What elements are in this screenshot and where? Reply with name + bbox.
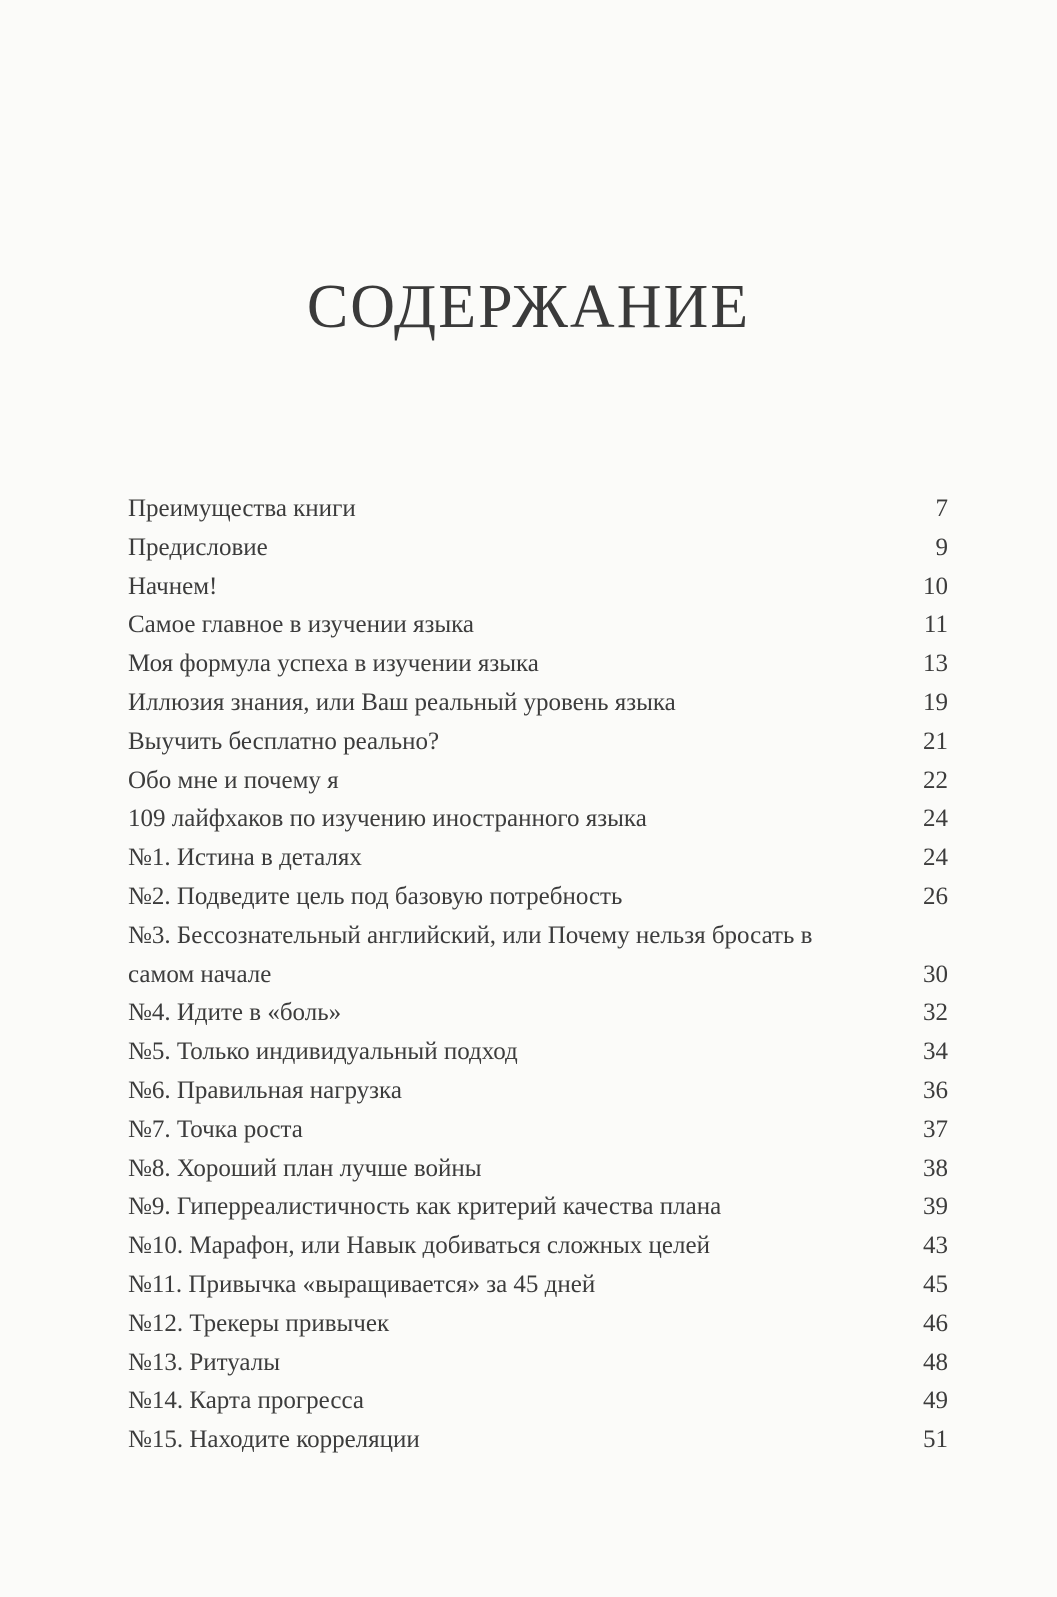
toc-entry-page: 24 xyxy=(923,805,948,833)
toc-entry-page: 24 xyxy=(923,844,948,872)
toc-entry-title: №8. Хороший план лучше войны xyxy=(128,1154,482,1182)
toc-entry-title: Выучить бесплатно реально? xyxy=(128,727,440,755)
toc-entry-title: Иллюзия знания, или Ваш реальный уровень языка xyxy=(128,688,676,716)
toc-entry xyxy=(128,1072,948,1111)
toc-entry xyxy=(128,529,948,568)
toc-entry-title: Преимущества книги xyxy=(128,495,356,522)
toc-entry-page: 13 xyxy=(923,650,948,678)
toc-entry-page: 49 xyxy=(923,1387,948,1415)
toc-entry xyxy=(128,645,948,684)
toc-entry-title: №1. Истина в деталях xyxy=(128,844,362,872)
toc-entry-title: Самое главное в изучении языка xyxy=(128,611,475,639)
toc-entry xyxy=(128,723,948,762)
toc-entry-title: №13. Ритуалы xyxy=(128,1348,280,1376)
toc-entry-page: 36 xyxy=(923,1076,948,1104)
toc-entry-page: 7 xyxy=(935,495,948,522)
toc-entry xyxy=(128,1188,948,1227)
toc-entry xyxy=(128,800,948,839)
toc-entry-title: 109 лайфхаков по изучению иностранного языка xyxy=(128,805,647,833)
toc-entry-title: №9. Гиперреалистичность как критерий качества плана xyxy=(128,1193,722,1221)
toc-entry-title: №5. Только индивидуальный подход xyxy=(128,1038,518,1066)
toc-entry-page: 48 xyxy=(923,1348,948,1376)
toc-entry xyxy=(128,1344,948,1383)
toc-entry-title: №10. Марафон, или Навык добиваться сложных целей xyxy=(128,1232,710,1260)
toc-entry-page: 51 xyxy=(923,1426,948,1454)
toc-entry xyxy=(128,762,948,801)
toc-entry-page: 30 xyxy=(923,960,948,988)
toc-entry-page: 19 xyxy=(923,688,948,716)
toc-entry-page: 21 xyxy=(923,727,948,755)
toc-entry xyxy=(128,1421,948,1460)
toc-entry-title: №3. Бессознательный английский, или Почему нельзя бросать в самом начале xyxy=(128,921,813,988)
toc-entry-page: 45 xyxy=(923,1270,948,1298)
toc-entry-title: Обо мне и почему я xyxy=(128,766,339,794)
toc-entry xyxy=(128,994,948,1033)
toc-entry xyxy=(128,684,948,723)
toc-entry xyxy=(128,1033,948,1072)
toc-entry-page: 39 xyxy=(923,1193,948,1221)
toc-entry-title: №15. Находите корреляции xyxy=(128,1426,420,1454)
toc-entry-page: 10 xyxy=(923,572,948,600)
toc-entry-title: №2. Подведите цель под базовую потребность xyxy=(128,882,623,910)
toc-entry-title: №7. Точка роста xyxy=(128,1115,303,1143)
toc-entry-page: 11 xyxy=(923,611,948,639)
toc-entry-page: 9 xyxy=(935,533,948,561)
toc-entry-title: Начнем! xyxy=(128,572,218,600)
toc-entry-title: №4. Идите в «боль» xyxy=(128,999,342,1027)
toc-entry-title: №12. Трекеры привычек xyxy=(128,1309,390,1337)
toc-entry xyxy=(128,1150,948,1189)
toc-entry xyxy=(128,1305,948,1344)
toc-entry-title: №11. Привычка «выращивается» за 45 дней xyxy=(128,1270,596,1298)
toc-entry-page: 46 xyxy=(923,1309,948,1337)
toc-entry-title: №6. Правильная нагрузка xyxy=(128,1076,402,1104)
toc-entry xyxy=(128,1382,948,1421)
toc-entry-page: 38 xyxy=(923,1154,948,1182)
toc-entry xyxy=(128,878,948,917)
toc-entry-title: Предисловие xyxy=(128,533,268,561)
toc-entry-page: 43 xyxy=(923,1232,948,1260)
toc-entry xyxy=(128,1111,948,1150)
toc-entry-page: 32 xyxy=(923,999,948,1027)
toc-entry-page: 26 xyxy=(923,882,948,910)
toc-entry xyxy=(128,568,948,607)
toc-entry xyxy=(128,917,948,995)
page-title: СОДЕРЖАНИЕ xyxy=(306,273,751,341)
toc-entry-title: Моя формула успеха в изучении языка xyxy=(128,650,539,678)
toc-entry xyxy=(128,839,948,878)
toc-entry xyxy=(128,1227,948,1266)
toc-entry xyxy=(128,490,948,529)
toc-entry xyxy=(128,606,948,645)
toc-entry-page: 37 xyxy=(923,1115,948,1143)
toc-entry xyxy=(128,1266,948,1305)
toc-entry-page: 22 xyxy=(923,766,948,794)
toc-entry-title: №14. Карта прогресса xyxy=(128,1387,364,1415)
table-of-contents xyxy=(128,490,948,1460)
toc-entry-page: 34 xyxy=(923,1038,948,1066)
